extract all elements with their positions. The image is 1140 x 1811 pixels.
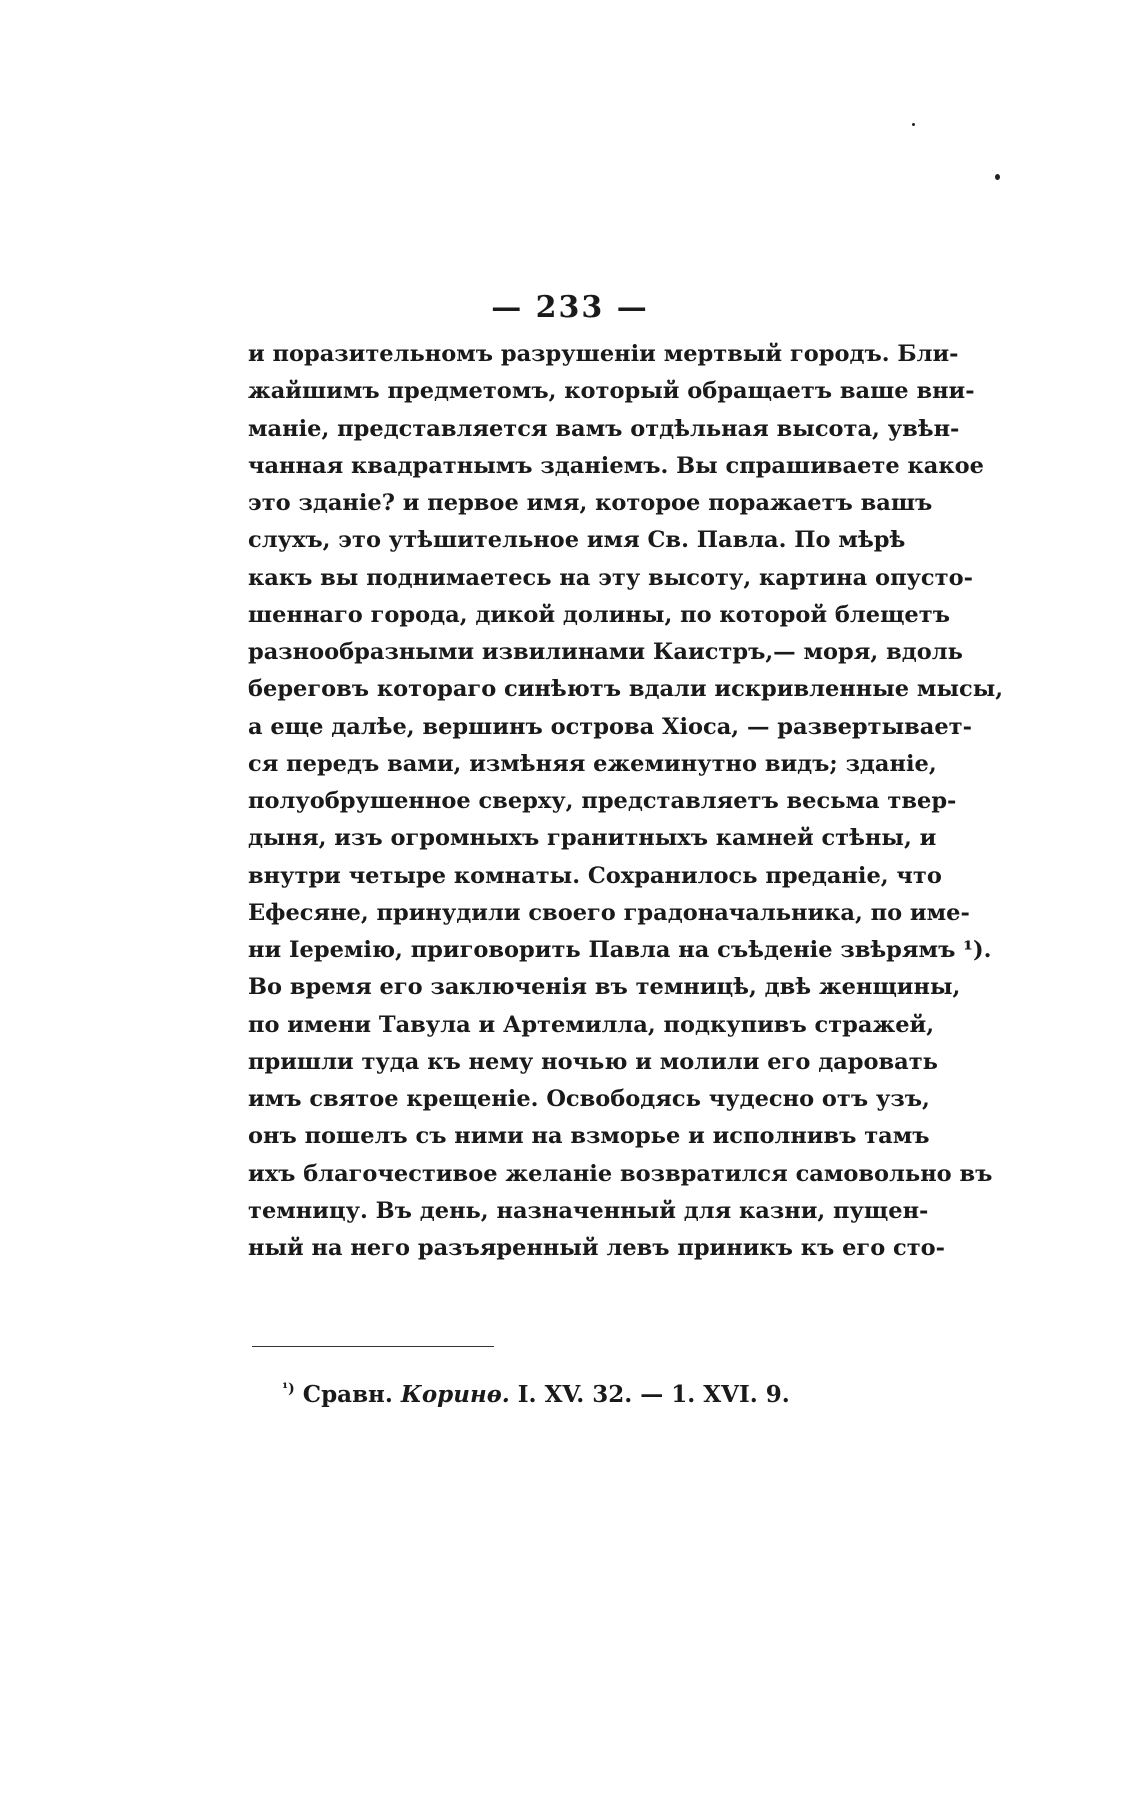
footnote-marker: ¹) [282, 1381, 295, 1397]
text-line: разнообразными извилинами Каистръ,— моря, вдоль [248, 639, 963, 665]
text-line: маніе, представляется вамъ отдѣльная высота, увѣн- [248, 415, 960, 442]
text-line: онъ пошелъ съ ними на взморье и исполнивъ тамъ [248, 1123, 930, 1150]
text-line: по имени Тавула и Артемилла, подкупивъ стражей, [248, 1011, 935, 1038]
text-line: ный на него разъяренный левъ приникъ къ его сто- [248, 1235, 946, 1261]
text-line: дыня, изъ огромныхъ гранитныхъ камней стѣны, и [248, 825, 937, 852]
text-line: какъ вы поднимаетесь на эту высоту, картина опусто- [248, 564, 973, 591]
text-line: слухъ, это утѣшительное имя Св. Павла. По мѣрѣ [248, 527, 906, 554]
text-line: полуобрушенное сверху, представляетъ весьма твер- [248, 788, 957, 814]
text-line: Во время его заключенія въ темницѣ, двѣ женщины, [248, 974, 961, 1001]
text-line: пришли туда къ нему ночью и молили его даровать [248, 1048, 938, 1075]
footnote-prefix: Сравн. [302, 1381, 393, 1408]
text-line: темницу. Въ день, назначенный для казни, пущен- [248, 1197, 929, 1224]
footnote-reference: I. XV. 32. — 1. XVI. 9. [517, 1381, 790, 1408]
text-line: а еще далѣе, вершинъ острова Хіоса, — развертывает- [248, 713, 972, 740]
footnote [282, 1381, 790, 1408]
text-line: и поразительномъ разрушеніи мертвый городъ. Бли- [248, 341, 959, 367]
text-line: внутри четыре комнаты. Сохранилось преданіе, что [248, 862, 942, 889]
text-line: чанная квадратнымъ зданіемъ. Вы спрашиваете какое [248, 452, 984, 479]
text-line: Ефесяне, принудили своего градоначальника, по име- [248, 899, 970, 926]
text-line: береговъ котораго синѣютъ вдали искривленные мысы, [248, 676, 1004, 703]
body-text [248, 336, 1004, 1267]
text-line: это зданіе? и первое имя, которое поражаетъ вашъ [248, 490, 933, 516]
text-line: имъ святое крещеніе. Освободясь чудесно отъ узъ, [248, 1086, 930, 1112]
footnote-book: Коринѳ. [400, 1381, 510, 1408]
text-line: ихъ благочестивое желаніе возвратился самовольно въ [248, 1160, 993, 1187]
ink-speck [995, 174, 1000, 180]
text-line: шеннаго города, дикой долины, по которой блещетъ [248, 601, 950, 628]
text-line: ни Іеремію, приговорить Павла на съѣденіе звѣрямъ ¹). [248, 937, 992, 963]
page-number: — 233 — [491, 290, 649, 325]
footnote-divider [252, 1346, 494, 1347]
text-line: жайшимъ предметомъ, который обращаетъ ваше вни- [248, 378, 975, 405]
text-line: ся передъ вами, измѣняя ежеминутно видъ; зданіе, [248, 750, 937, 777]
ink-speck [912, 123, 915, 126]
